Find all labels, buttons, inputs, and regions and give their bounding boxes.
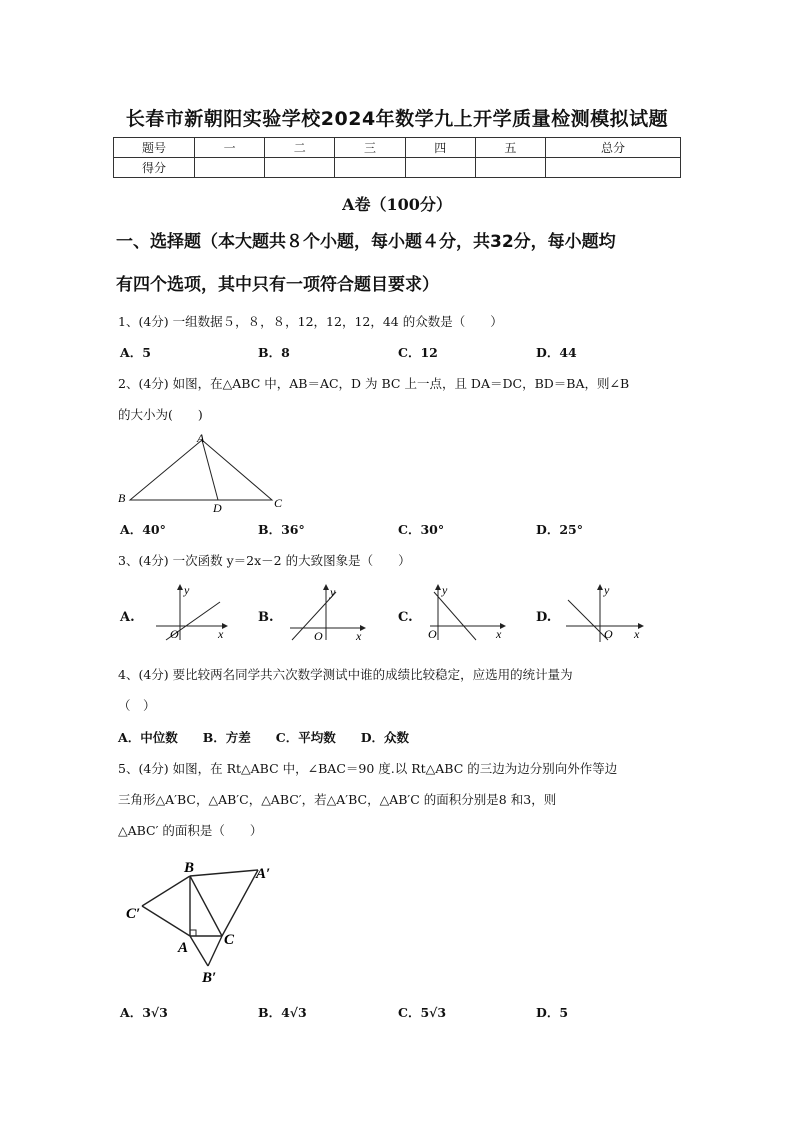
option-a[interactable]: A．5: [120, 345, 151, 360]
graph-a: [142, 582, 232, 642]
graph-c: [420, 582, 510, 642]
graph-option-d-label: D.: [536, 610, 552, 625]
origin-label: O: [170, 627, 179, 641]
vertex-c-prime-label: C′: [126, 906, 141, 922]
vertex-a-prime-label: A′: [256, 866, 271, 882]
option-a[interactable]: A．3√3: [120, 1005, 168, 1020]
option-b[interactable]: B．36°: [258, 522, 305, 537]
y-axis-label: y: [184, 583, 190, 597]
x-axis-label: x: [634, 627, 640, 641]
origin-label: O: [314, 629, 323, 642]
score-table-cell: 一: [195, 138, 265, 158]
score-table-score-row: [114, 158, 681, 178]
vertex-c-label: C: [224, 932, 235, 948]
score-table-cell[interactable]: [335, 158, 405, 178]
exam-title: 长春市新朝阳实验学校2024年数学九上开学质量检测模拟试题: [125, 108, 669, 130]
question-5-line3: △ABC′ 的面积是（ ）: [118, 823, 263, 838]
option-b[interactable]: B．4√3: [258, 1005, 307, 1020]
question-2-line1: 2、(4分) 如图，在△ABC 中，AB＝AC，D 为 BC 上一点，且 DA＝DC，BD＝BA，则∠B: [118, 376, 630, 391]
score-table-cell: 三: [335, 138, 405, 158]
origin-label: O: [604, 627, 613, 641]
score-table-cell[interactable]: [475, 158, 545, 178]
y-axis-label: y: [604, 583, 610, 597]
vertex-b-prime-label: B′: [202, 970, 217, 986]
score-table-cell: 二: [265, 138, 335, 158]
vertex-c-label: C: [274, 496, 283, 510]
equilateral-triangles-figure: [118, 852, 288, 992]
option-d[interactable]: D．5: [536, 1005, 569, 1020]
graph-d: [558, 582, 648, 644]
score-table-cell: 总分: [546, 138, 681, 158]
graph-option-c[interactable]: [396, 582, 516, 642]
vertex-b-label: B: [184, 860, 195, 876]
question-3-text: 3、(4分) 一次函数 y＝2x－2 的大致图象是（ ）: [118, 553, 411, 568]
triangle-figure: [112, 430, 292, 516]
origin-label: O: [428, 627, 437, 641]
graph-option-b[interactable]: [256, 582, 376, 642]
y-axis-label: y: [442, 583, 448, 597]
question-4-line2: （ ）: [118, 698, 156, 713]
triangle-abc: [130, 440, 272, 500]
question-2-options: [118, 518, 684, 542]
score-table-cell: 题号: [114, 138, 195, 158]
graph-option-a-label: A.: [120, 610, 135, 625]
option-d[interactable]: D．25°: [536, 522, 583, 537]
vertex-a-label: A: [197, 431, 205, 445]
question-4-line1: 4、(4分) 要比较两名同学共六次数学测试中谁的成绩比较稳定，应选用的统计量为: [118, 667, 573, 682]
point-d-label: D: [213, 501, 222, 515]
question-2-line2: 的大小为( ): [118, 407, 203, 422]
graph-option-b-label: B.: [258, 610, 274, 625]
option-a[interactable]: A．40°: [120, 522, 166, 537]
score-table-cell: 得分: [114, 158, 195, 178]
paper-label: A卷（100分）: [342, 195, 452, 214]
vertex-b-label: B: [118, 491, 126, 505]
score-table-cell[interactable]: [546, 158, 681, 178]
score-table-cell[interactable]: [265, 158, 335, 178]
graph-b: [280, 582, 370, 642]
graph-option-d[interactable]: [534, 582, 654, 644]
x-axis-label: x: [496, 627, 502, 641]
y-axis-label: y: [330, 585, 336, 599]
score-table-cell[interactable]: [195, 158, 265, 178]
section-heading-line2: 有四个选项，其中只有一项符合题目要求）: [116, 275, 439, 295]
graph-option-c-label: C.: [398, 610, 413, 625]
score-table: [113, 137, 681, 178]
score-table-header-row: [114, 138, 681, 158]
question-4-options[interactable]: A．中位数 B．方差 C．平均数 D．众数: [118, 730, 410, 745]
score-table-cell: 五: [475, 138, 545, 158]
option-c[interactable]: C．30°: [398, 522, 445, 537]
graph-option-a[interactable]: [118, 582, 238, 642]
score-table-cell: 四: [405, 138, 475, 158]
x-axis-label: x: [356, 629, 362, 642]
question-5-options: [118, 1001, 684, 1025]
question-5-line2: 三角形△A′BC，△AB′C，△ABC′，若△A′BC，△AB′C 的面积分别是8 和3，则: [118, 792, 557, 807]
x-axis-label: x: [218, 627, 224, 641]
segment-ad: [202, 440, 218, 500]
option-c[interactable]: C．5√3: [398, 1005, 447, 1020]
score-table-cell[interactable]: [405, 158, 475, 178]
question-5-line1: 5、(4分) 如图，在 Rt△ABC 中，∠BAC＝90 度.以 Rt△ABC 的三边为边分别向外作等边: [118, 761, 618, 776]
vertex-a-label: A: [178, 940, 189, 956]
option-d[interactable]: D．44: [536, 345, 577, 360]
option-c[interactable]: C．12: [398, 345, 438, 360]
question-1-text: 1、(4分) 一组数据５，８，８，12，12，12，44 的众数是（ ）: [118, 314, 503, 329]
section-heading-line1: 一、选择题（本大题共８个小题，每小题４分，共32分，每小题均: [116, 232, 616, 252]
option-b[interactable]: B．8: [258, 345, 290, 360]
question-1-options: [118, 341, 684, 365]
